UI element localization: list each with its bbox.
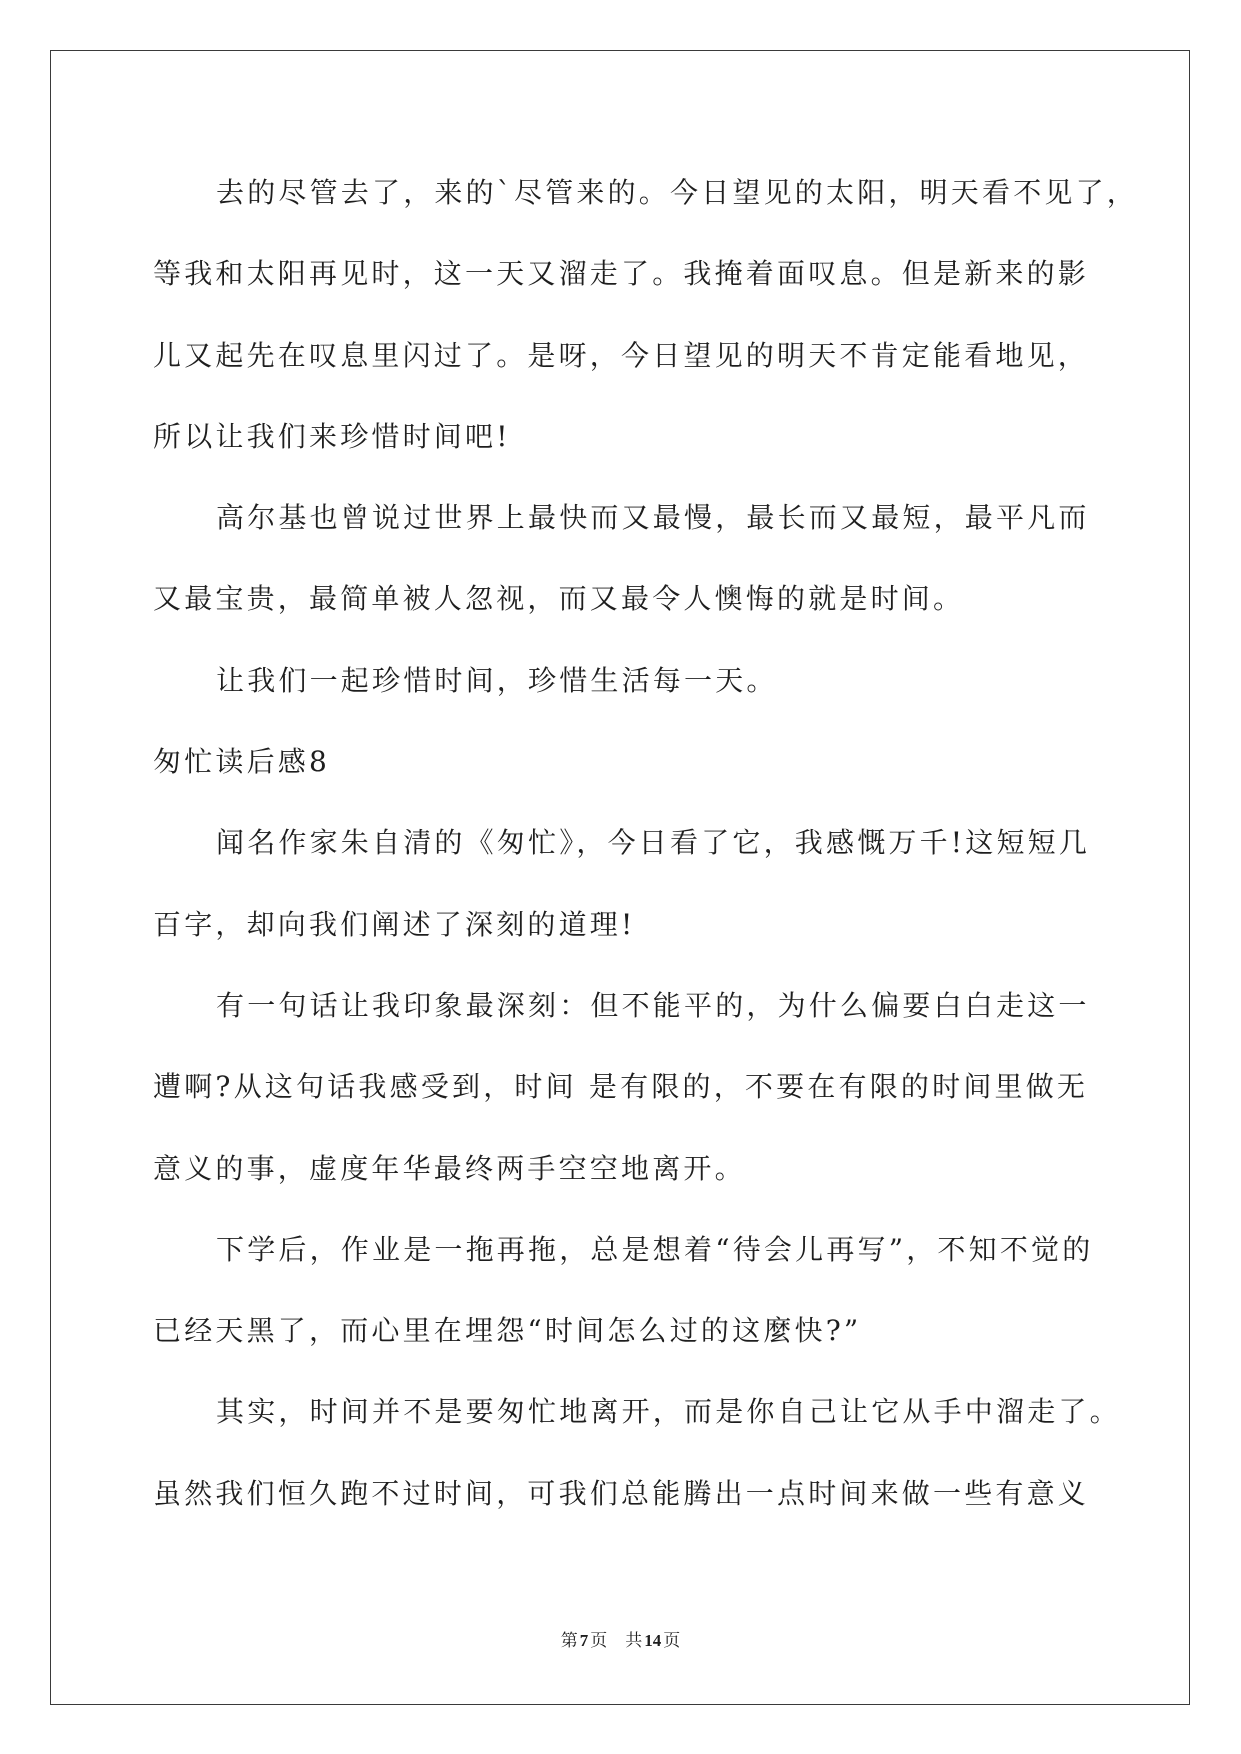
paragraph: [153, 1371, 1163, 1534]
paragraph-line: 虽然我们恒久跑不过时间，可我们总能腾出一点时间来做一些有意义: [153, 1476, 1090, 1510]
total-prefix: 共: [625, 1631, 643, 1651]
page-unit: 页: [590, 1631, 608, 1651]
page-number-footer: [0, 1628, 1241, 1654]
current-page-number: 7: [579, 1631, 589, 1650]
section-heading: 匆忙读后感8: [153, 745, 331, 779]
document-body: [153, 152, 1163, 1534]
paragraph-line: 遭啊?从这句话我感受到，时间 是有限的，不要在有限的时间里做无: [153, 1070, 1089, 1104]
paragraph-line: 百字，却向我们阐述了深刻的道理!: [153, 907, 636, 941]
paragraph-line: 有一句话让我印象最深刻：但不能平的，为什么偏要白白走这一: [216, 988, 1090, 1022]
paragraph-line: 又最宝贵，最简单被人忽视，而又最令人懊悔的就是时间。: [153, 582, 965, 616]
paragraph: [153, 1209, 1163, 1372]
paragraph-line: 其实，时间并不是要匆忙地离开，而是你自己让它从手中溜走了。: [216, 1395, 1121, 1429]
paragraph: [153, 152, 1163, 477]
paragraph-line: 高尔基也曾说过世界上最快而又最慢，最长而又最短，最平凡而: [216, 501, 1090, 535]
paragraph-line: 已经天黑了，而心里在埋怨“时间怎么过的这麼快?”: [153, 1314, 862, 1348]
total-unit: 页: [663, 1631, 681, 1651]
paragraph: [153, 965, 1163, 1209]
paragraph-line: 等我和太阳再见时，这一天又溜走了。我掩着面叹息。但是新来的影: [153, 257, 1090, 291]
paragraph-line: 去的尽管去了，来的`尽管来的。今日望见的太阳，明天看不见了，: [216, 176, 1139, 209]
paragraph-line: 下学后，作业是一拖再拖，总是想着“待会儿再写”，不知不觉的: [216, 1232, 1094, 1266]
paragraph-line: 儿又起先在叹息里闪过了。是呀，今日望见的明天不肯定能看地见，: [153, 338, 1090, 372]
paragraph-line: 让我们一起珍惜时间，珍惜生活每一天。: [216, 663, 778, 697]
paragraph-line: 闻名作家朱自清的《匆忙》，今日看了它，我感慨万千!这短短几: [216, 826, 1091, 860]
paragraph-line: 所以让我们来珍惜时间吧!: [153, 419, 511, 453]
paragraph: [153, 640, 1163, 721]
page-prefix: 第: [560, 1631, 578, 1651]
total-page-count: 14: [644, 1631, 662, 1650]
paragraph-line: 意义的事，虚度年华最终两手空空地离开。: [153, 1151, 746, 1185]
paragraph: [153, 477, 1163, 640]
paragraph: [153, 802, 1163, 965]
